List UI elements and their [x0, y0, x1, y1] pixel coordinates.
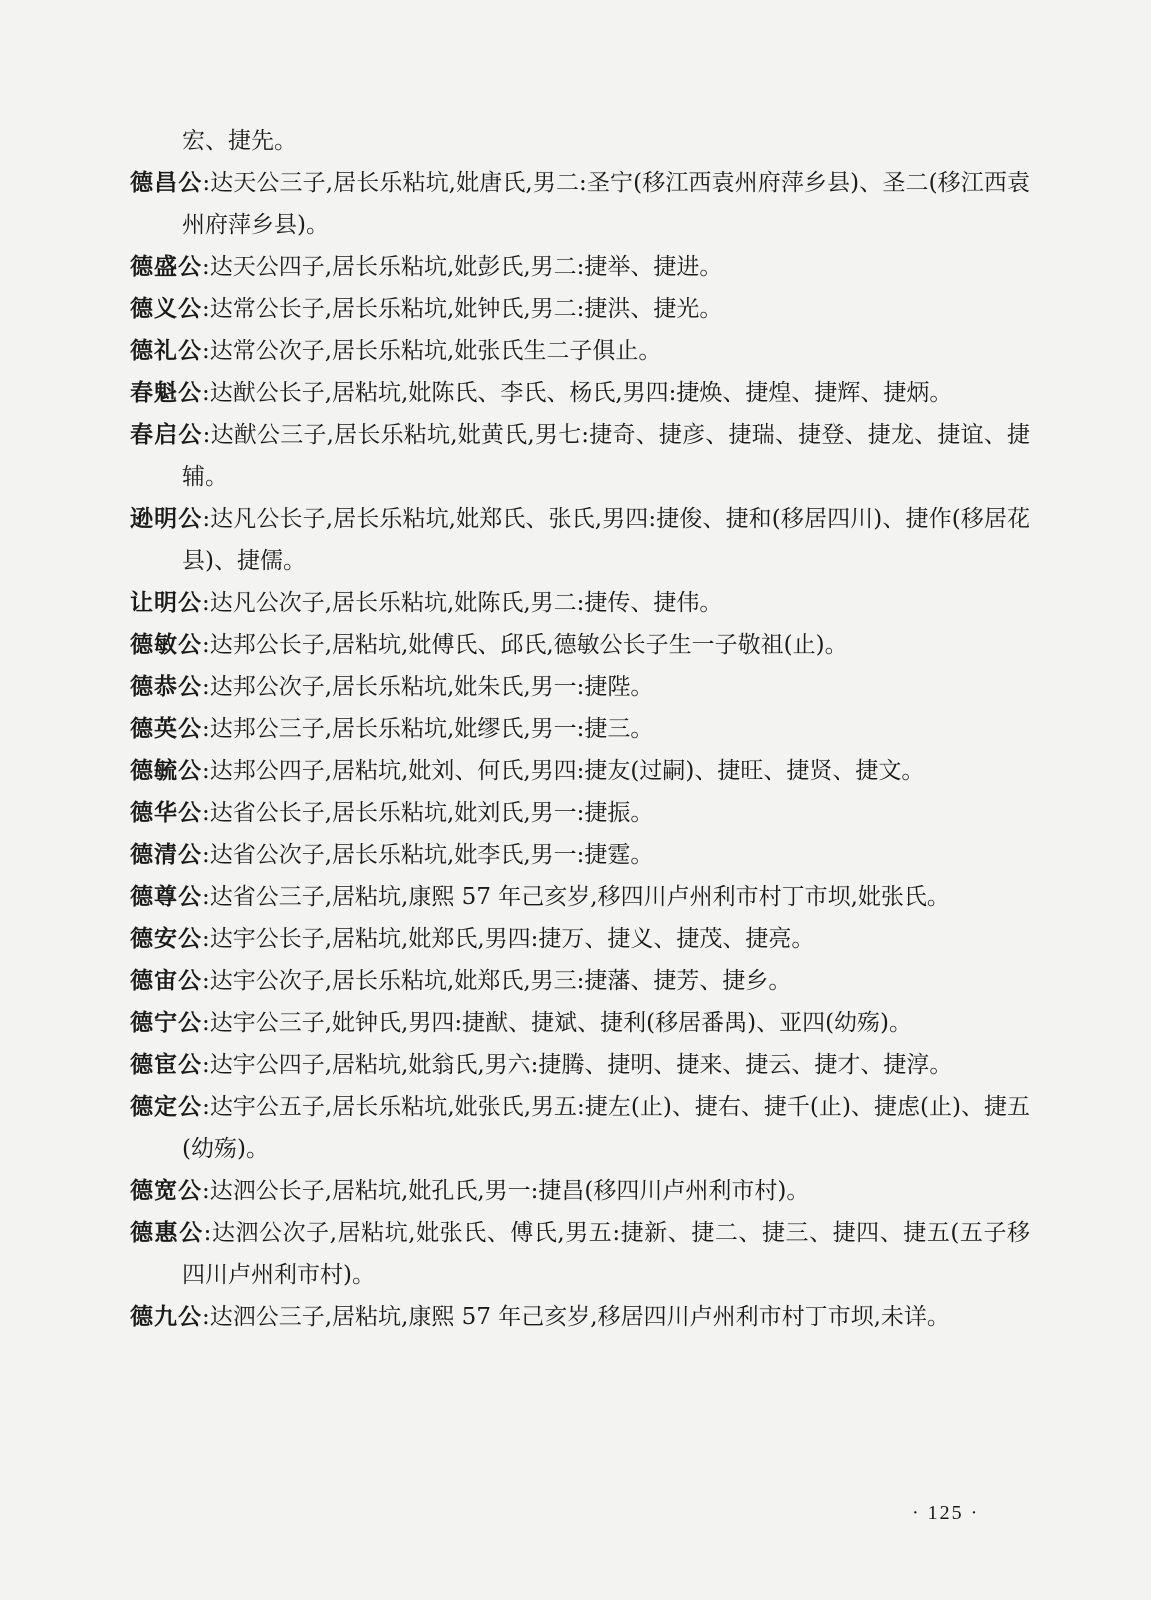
name-separator: : — [202, 968, 210, 994]
entry-text: 达邦公四子,居粘坑,妣刘、何氏,男四:捷友(过嗣)、捷旺、捷贤、捷文。 — [209, 758, 925, 784]
genealogy-entry — [130, 876, 1030, 918]
genealogy-entry — [130, 834, 1030, 876]
ancestor-name: 德义公 — [130, 296, 202, 322]
ancestor-name: 德宦公 — [130, 1052, 202, 1078]
name-separator: : — [202, 1304, 210, 1330]
genealogy-entry — [130, 918, 1030, 960]
name-separator: : — [202, 506, 211, 532]
genealogy-entry — [130, 414, 1030, 498]
name-separator: : — [202, 170, 211, 196]
ancestor-name: 逊明公 — [130, 506, 203, 532]
name-separator: : — [202, 422, 211, 448]
name-separator: : — [202, 338, 210, 364]
ancestor-name: 德九公 — [130, 1304, 202, 1330]
entry-text: 达常公长子,居长乐粘坑,妣钟氏,男二:捷洪、捷光。 — [209, 296, 723, 322]
name-separator: : — [202, 1010, 210, 1036]
genealogy-entry — [130, 1212, 1030, 1296]
ancestor-name: 让明公 — [130, 590, 202, 616]
ancestor-name: 德毓公 — [130, 758, 202, 784]
entry-text: 达宇公三子,妣钟氏,男四:捷猷、捷斌、捷利(移居番禺)、亚四(幼殇)。 — [209, 1010, 913, 1036]
genealogy-entry — [130, 498, 1030, 582]
entry-text: 达泗公次子,居粘坑,妣张氏、傅氏,男五:捷新、捷二、捷三、捷四、捷五(五子移四川卢州利市村)。 — [182, 1220, 1031, 1288]
ancestor-name: 德惠公 — [130, 1220, 204, 1246]
genealogy-entry — [130, 750, 1030, 792]
entry-text: 达天公四子,居长乐粘坑,妣彭氏,男二:捷举、捷进。 — [209, 254, 723, 280]
genealogy-entry — [130, 288, 1030, 330]
name-separator: : — [202, 926, 210, 952]
name-separator: : — [202, 1094, 210, 1120]
genealogy-entry — [130, 1086, 1030, 1170]
ancestor-name: 春魁公 — [130, 380, 202, 406]
genealogy-entry — [130, 372, 1030, 414]
ancestor-name: 德礼公 — [130, 338, 202, 364]
genealogy-entry — [130, 582, 1030, 624]
entry-text: 达邦公长子,居粘坑,妣傅氏、邱氏,德敏公长子生一子敬祖(止)。 — [209, 632, 848, 658]
entry-text: 达宇公次子,居长乐粘坑,妣郑氏,男三:捷藩、捷芳、捷乡。 — [209, 968, 792, 994]
ancestor-name: 德英公 — [130, 716, 202, 742]
name-separator: : — [202, 632, 210, 658]
genealogy-entry — [130, 960, 1030, 1002]
genealogy-entry — [130, 162, 1030, 246]
ancestor-name: 德华公 — [130, 800, 202, 826]
ancestor-name: 德宁公 — [130, 1010, 202, 1036]
name-separator: : — [202, 296, 210, 322]
name-separator: : — [202, 758, 210, 784]
genealogy-entry — [130, 330, 1030, 372]
entry-text: 达凡公次子,居长乐粘坑,妣陈氏,男二:捷传、捷伟。 — [209, 590, 723, 616]
name-separator: : — [202, 254, 210, 280]
continuation-text: 宏、捷先。 — [182, 128, 297, 154]
entry-text: 达宇公五子,居长乐粘坑,妣张氏,男五:捷左(止)、捷右、捷千(止)、捷虑(止)、捷五(幼殇)。 — [182, 1094, 1031, 1162]
ancestor-name: 德定公 — [130, 1094, 203, 1120]
entries-list — [130, 162, 1030, 1338]
ancestor-name: 德敏公 — [130, 632, 202, 658]
ancestor-name: 德尊公 — [130, 884, 202, 910]
name-separator: : — [202, 1052, 210, 1078]
name-separator: : — [202, 842, 210, 868]
genealogy-entry — [130, 708, 1030, 750]
entry-text: 达省公次子,居长乐粘坑,妣李氏,男一:捷霆。 — [209, 842, 654, 868]
ancestor-name: 德清公 — [130, 842, 202, 868]
ancestor-name: 德宽公 — [130, 1178, 202, 1204]
page-number: · 125 · — [912, 1502, 980, 1524]
ancestor-name: 德昌公 — [130, 170, 203, 196]
ancestor-name: 德盛公 — [130, 254, 202, 280]
ancestor-name: 德宙公 — [130, 968, 202, 994]
genealogy-entry — [130, 246, 1030, 288]
entry-text: 达邦公次子,居长乐粘坑,妣朱氏,男一:捷陛。 — [209, 674, 654, 700]
genealogy-entry — [130, 1296, 1030, 1338]
entry-text: 达常公次子,居长乐粘坑,妣张氏生二子俱止。 — [209, 338, 662, 364]
entry-text: 达凡公长子,居长乐粘坑,妣郑氏、张氏,男四:捷俊、捷和(移居四川)、捷作(移居花县)、捷儒。 — [182, 506, 1030, 574]
name-separator: : — [202, 674, 210, 700]
genealogy-entry — [130, 792, 1030, 834]
entry-text: 达猷公三子,居长乐粘坑,妣黄氏,男七:捷奇、捷彦、捷瑞、捷登、捷龙、捷谊、捷辅。 — [182, 422, 1031, 490]
entry-text: 达省公长子,居长乐粘坑,妣刘氏,男一:捷振。 — [209, 800, 654, 826]
entry-text: 达泗公三子,居粘坑,康熙 57 年己亥岁,移居四川卢州利市村丁市坝,未详。 — [209, 1304, 950, 1330]
name-separator: : — [202, 716, 210, 742]
genealogy-entry — [130, 666, 1030, 708]
genealogy-entry — [130, 1170, 1030, 1212]
genealogy-entry — [130, 1044, 1030, 1086]
genealogy-entry — [130, 1002, 1030, 1044]
name-separator: : — [203, 1220, 212, 1246]
ancestor-name: 春启公 — [130, 422, 203, 448]
genealogy-entry — [130, 624, 1030, 666]
ancestor-name: 德安公 — [130, 926, 202, 952]
name-separator: : — [202, 884, 210, 910]
entry-text: 达宇公四子,居粘坑,妣翁氏,男六:捷腾、捷明、捷来、捷云、捷才、捷淳。 — [209, 1052, 953, 1078]
entry-text: 达猷公长子,居粘坑,妣陈氏、李氏、杨氏,男四:捷焕、捷煌、捷辉、捷炳。 — [209, 380, 953, 406]
name-separator: : — [202, 1178, 210, 1204]
name-separator: : — [202, 590, 210, 616]
entry-text: 达宇公长子,居粘坑,妣郑氏,男四:捷万、捷义、捷茂、捷亮。 — [209, 926, 815, 952]
entry-text: 达泗公长子,居粘坑,妣孔氏,男一:捷昌(移四川卢州利市村)。 — [209, 1178, 810, 1204]
name-separator: : — [202, 800, 210, 826]
ancestor-name: 德恭公 — [130, 674, 202, 700]
name-separator: : — [202, 380, 210, 406]
entry-text: 达省公三子,居粘坑,康熙 57 年己亥岁,移四川卢州利市村丁市坝,妣张氏。 — [209, 884, 950, 910]
entry-text: 达天公三子,居长乐粘坑,妣唐氏,男二:圣宁(移江西袁州府萍乡县)、圣二(移江西袁州府萍乡县)。 — [182, 170, 1030, 238]
entry-text: 达邦公三子,居长乐粘坑,妣缪氏,男一:捷三。 — [209, 716, 654, 742]
